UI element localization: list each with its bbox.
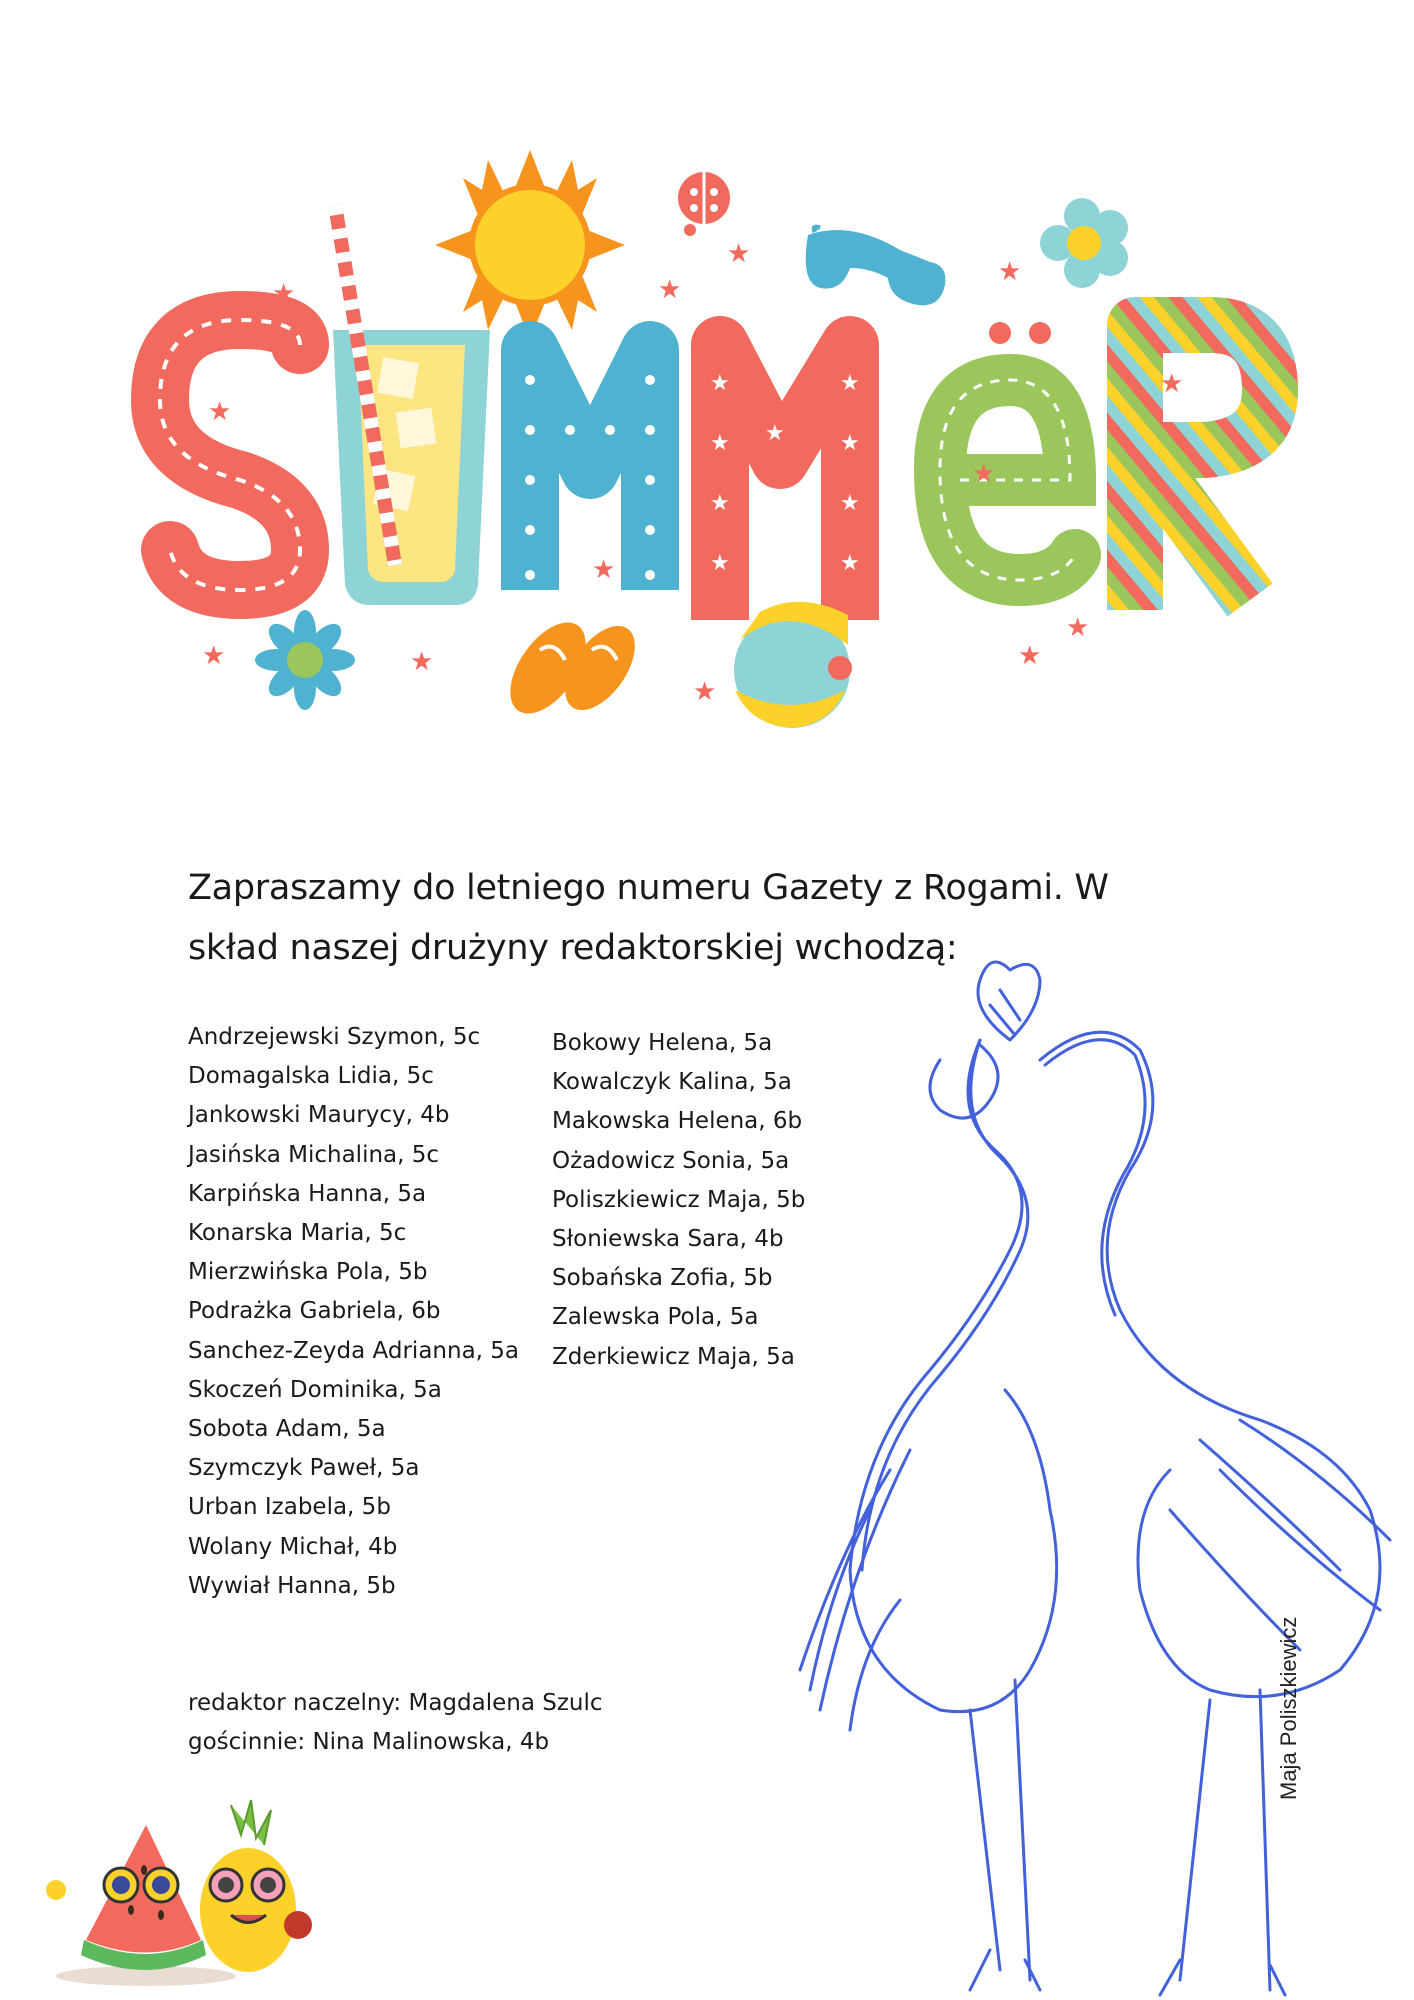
artist-signature: Maja Poliszkiewicz: [1276, 1616, 1301, 1800]
list-item: Podrażka Gabriela, 6b: [188, 1298, 441, 1325]
list-item: Zderkiewicz Maja, 5a: [552, 1343, 795, 1370]
pineapple-icon: [200, 1800, 312, 1972]
svg-text:★: ★: [765, 421, 785, 446]
list-item: Wolany Michał, 4b: [188, 1533, 398, 1560]
letter-m-blue: [525, 350, 655, 590]
ladybug-icon: [678, 172, 730, 236]
list-item: Bokowy Helena, 5a: [552, 1030, 773, 1056]
list-item: Sanchez-Zeyda Adrianna, 5a: [188, 1337, 520, 1364]
letter-m-coral: [710, 345, 860, 620]
letter-e: [940, 322, 1075, 580]
letter-r: [1135, 325, 1270, 610]
list-item: Domagalska Lidia, 5c: [188, 1063, 434, 1090]
svg-text:★: ★: [998, 257, 1022, 287]
svg-text:★: ★: [272, 279, 296, 309]
list-item: Karpińska Hanna, 5a: [188, 1180, 427, 1207]
sunglasses-icon: [806, 227, 946, 305]
list-item: Słoniewska Sara, 4b: [552, 1226, 784, 1253]
list-item: Szymczyk Paweł, 5a: [188, 1455, 420, 1482]
list-item: Urban Izabela, 5b: [188, 1494, 391, 1521]
list-item: Makowska Helena, 6b: [552, 1108, 803, 1135]
flamingo-drawing: [740, 950, 1414, 2000]
svg-text:★: ★: [840, 491, 860, 516]
list-item: Skoczeń Dominika, 5a: [188, 1376, 442, 1403]
list-item: Sobańska Zofia, 5b: [552, 1265, 773, 1292]
summer-illustration: [0, 0, 1414, 760]
svg-text:★: ★: [592, 555, 616, 585]
credits: [188, 1684, 603, 1762]
svg-text:★: ★: [208, 397, 232, 427]
editor-in-chief: redaktor naczelny: Magdalena Szulc: [188, 1690, 603, 1716]
svg-text:★: ★: [1160, 369, 1184, 399]
svg-text:★: ★: [658, 275, 682, 305]
guest-contributor: gościnnie: Nina Malinowska, 4b: [188, 1729, 550, 1755]
list-item: Sobota Adam, 5a: [188, 1416, 386, 1443]
list-item: Konarska Maria, 5c: [188, 1220, 407, 1247]
svg-text:★: ★: [710, 551, 730, 576]
svg-text:★: ★: [727, 239, 751, 269]
svg-text:★: ★: [1066, 613, 1090, 643]
flower-icon: [1040, 198, 1128, 288]
flip-flops-icon: [495, 609, 649, 726]
svg-text:★: ★: [710, 371, 730, 396]
list-item: Poliszkiewicz Maja, 5b: [552, 1186, 806, 1213]
intro-line-1: Zapraszamy do letniego numeru Gazety z Rogami. W: [188, 868, 1109, 908]
intro-line-2: skład naszej drużyny redaktorskiej wchodzą:: [188, 928, 958, 968]
list-item: Kowalczyk Kalina, 5a: [552, 1069, 792, 1096]
svg-text:★: ★: [410, 647, 434, 677]
svg-text:★: ★: [840, 371, 860, 396]
list-item: Jasińska Michalina, 5c: [188, 1141, 440, 1168]
fruit-characters-illustration: [36, 1790, 336, 1990]
svg-text:★: ★: [202, 641, 226, 671]
svg-text:★: ★: [710, 491, 730, 516]
beach-ball-icon: [734, 602, 852, 728]
svg-text:★: ★: [840, 551, 860, 576]
lemonade-glass-icon: [333, 205, 490, 605]
list-item: Jankowski Maurycy, 4b: [188, 1102, 450, 1129]
svg-text:★: ★: [710, 431, 730, 456]
list-item: Ożadowicz Sonia, 5a: [552, 1147, 790, 1174]
team-list-left: [188, 1018, 519, 1606]
list-item: Mierzwińska Pola, 5b: [188, 1259, 428, 1286]
flower-icon: [255, 610, 355, 710]
sun-icon: [435, 150, 625, 340]
svg-text:★: ★: [972, 459, 996, 489]
list-item: Zalewska Pola, 5a: [552, 1304, 759, 1331]
letter-s: [160, 320, 300, 590]
svg-text:★: ★: [1018, 641, 1042, 671]
list-item: Andrzejewski Szymon, 5c: [188, 1024, 481, 1050]
svg-text:★: ★: [693, 677, 717, 707]
list-item: Wywiał Hanna, 5b: [188, 1572, 396, 1599]
svg-text:★: ★: [840, 431, 860, 456]
